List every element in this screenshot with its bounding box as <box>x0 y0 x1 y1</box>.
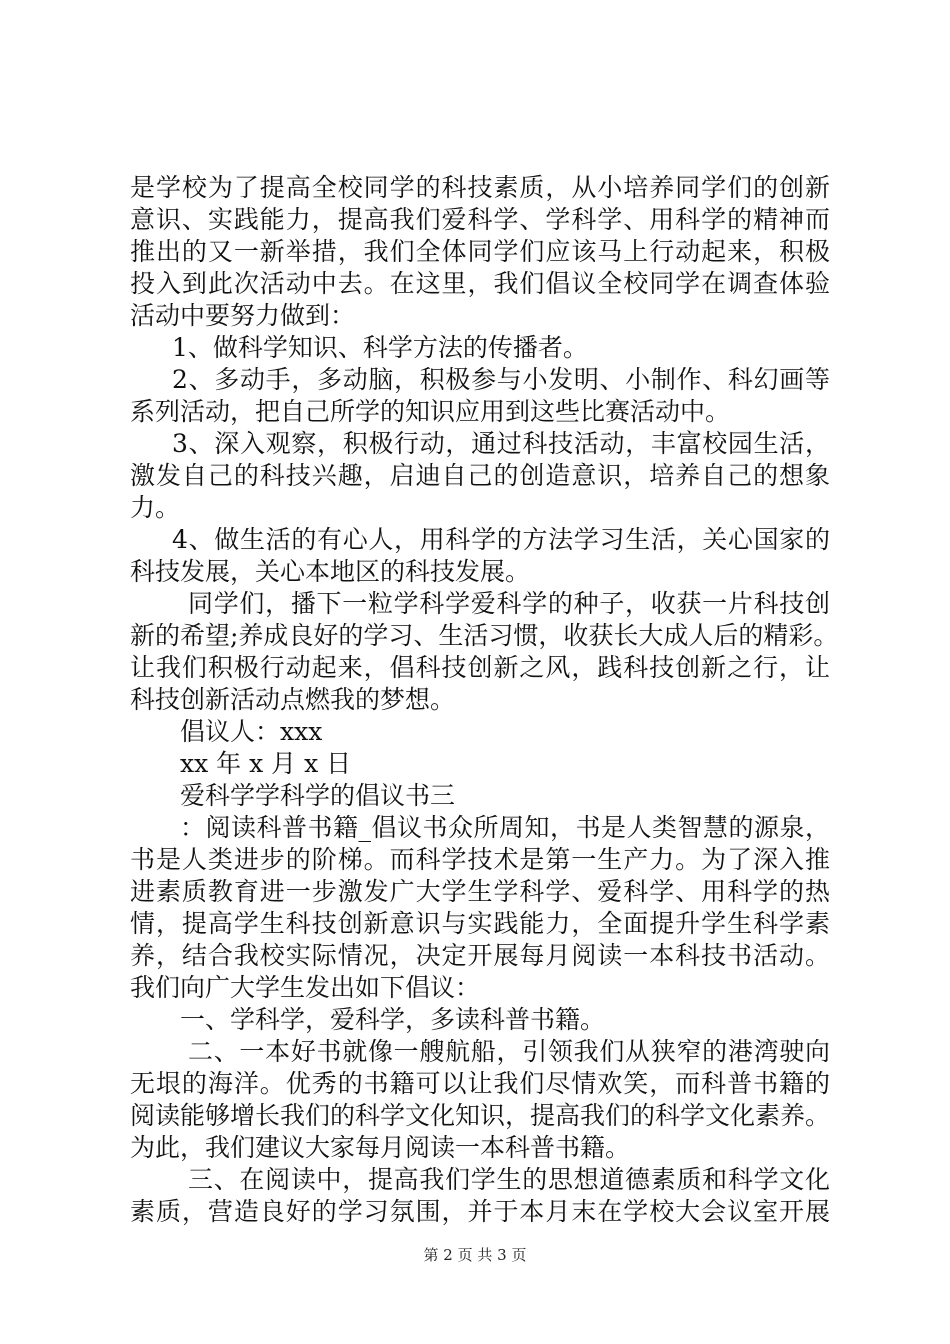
text-line: 养，结合我校实际情况，决定开展每月阅读一本科技书活动。 <box>130 941 830 970</box>
text-line: 意识、实践能力，提高我们爱科学、学科学、用科学的精神而 <box>130 205 830 234</box>
text-line: 推出的又一新举措，我们全体同学们应该马上行动起来，积极 <box>130 237 830 266</box>
text-line: 情，提高学生科技创新意识与实践能力，全面提升学生科学素 <box>130 909 830 938</box>
text-line: 书是人类进步的阶梯。而科学技术是第一生产力。为了深入推 <box>130 845 830 874</box>
text-line: 科技发展，关心本地区的科技发展。 <box>130 557 531 586</box>
text-line: 爱科学学科学的倡议书三 <box>180 781 456 810</box>
text-line: 投入到此次活动中去。在这里，我们倡议全校同学在调查体验 <box>130 269 830 298</box>
text-line: 1、做科学知识、科学方法的传播者。 <box>172 333 588 362</box>
text-line: 素质，营造良好的学习氛围，并于本月末在学校大会议室开展 <box>130 1197 830 1226</box>
text-line: 活动中要努力做到： <box>130 301 356 330</box>
document-body <box>130 172 839 1228</box>
text-line: 2、多动手，多动脑，积极参与小发明、小制作、科幻画等 <box>172 365 830 394</box>
text-line: 同学们，播下一粒学科学爱科学的种子，收获一片科技创 <box>188 589 830 618</box>
text-line: ：阅读科普书籍_倡议书众所周知，书是人类智慧的源泉， <box>180 813 830 842</box>
text-line: 让我们积极行动起来，倡科技创新之风，践科技创新之行，让 <box>130 653 830 682</box>
text-line: 倡议人：xxx <box>180 717 323 746</box>
text-line: 进素质教育进一步激发广大学生学科学、爱科学、用科学的热 <box>130 877 830 906</box>
text-line: 力。 <box>130 493 181 522</box>
text-line: 新的希望;养成良好的学习、生活习惯，收获长大成人后的精彩。 <box>130 621 839 650</box>
text-line: 无垠的海洋。优秀的书籍可以让我们尽情欢笑，而科普书籍的 <box>130 1069 830 1098</box>
text-line: 3、深入观察，积极行动，通过科技活动，丰富校园生活， <box>172 429 830 458</box>
text-line: 4、做生活的有心人，用科学的方法学习生活，关心国家的 <box>172 525 830 554</box>
text-line: 系列活动，把自己所学的知识应用到这些比赛活动中。 <box>130 397 731 426</box>
text-line: 科技创新活动点燃我的梦想。 <box>130 685 456 714</box>
text-line: 是学校为了提高全校同学的科技素质，从小培养同学们的创新 <box>130 173 830 202</box>
text-line: xx 年 x 月 x 日 <box>180 749 352 778</box>
text-line: 一、学科学，爱科学，多读科普书籍。 <box>180 1005 606 1034</box>
text-line: 阅读能够增长我们的科学文化知识，提高我们的科学文化素养。 <box>130 1101 831 1130</box>
text-line: 三、在阅读中，提高我们学生的思想道德素质和科学文化 <box>188 1165 830 1194</box>
text-line: 激发自己的科技兴趣，启迪自己的创造意识，培养自己的想象 <box>130 461 830 490</box>
page-footer: 第 2 页 共 3 页 <box>423 1246 527 1264</box>
text-line: 为此，我们建议大家每月阅读一本科普书籍。 <box>130 1133 631 1162</box>
text-line: 二、一本好书就像一艘航船，引领我们从狭窄的港湾驶向 <box>188 1037 830 1066</box>
text-line: 我们向广大学生发出如下倡议： <box>130 973 481 1002</box>
